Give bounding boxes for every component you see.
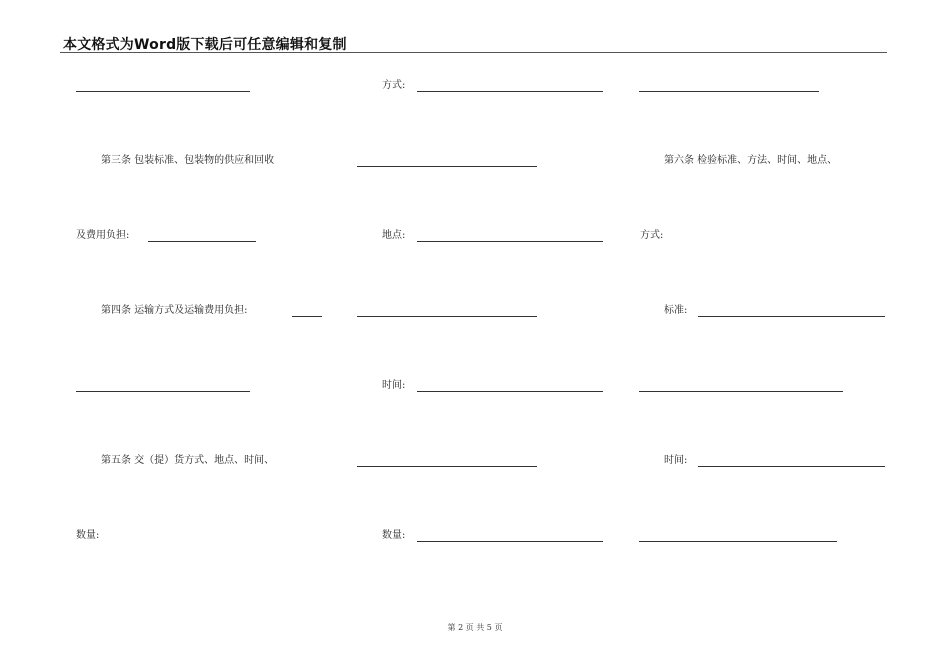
right-fill-line-1 bbox=[639, 91, 819, 92]
middle-fill-line-6 bbox=[357, 466, 537, 467]
middle-fill-line-4 bbox=[357, 316, 537, 317]
clause-4-heading: 第四条 运输方式及运输费用负担: bbox=[101, 305, 248, 316]
middle-time-line bbox=[417, 391, 603, 392]
clause-3-heading: 第三条 包装标准、包装物的供应和回收 bbox=[101, 155, 275, 166]
middle-quantity-label: 数量: bbox=[382, 530, 406, 541]
clause-5-heading: 第五条 交（提）货方式、地点、时间、 bbox=[101, 455, 275, 466]
right-standard-label: 标准: bbox=[664, 305, 688, 316]
middle-quantity-line bbox=[417, 541, 603, 542]
clause-3-fill-line bbox=[148, 241, 256, 242]
middle-time-label: 时间: bbox=[382, 380, 406, 391]
middle-method-label: 方式: bbox=[382, 80, 406, 91]
page-number-footer: 第 2 页 共 5 页 bbox=[447, 623, 503, 632]
middle-location-line bbox=[417, 241, 603, 242]
right-time-label: 时间: bbox=[664, 455, 688, 466]
right-method-label: 方式: bbox=[640, 230, 664, 241]
left-fill-line-5 bbox=[76, 391, 250, 392]
left-fill-line-1 bbox=[76, 91, 250, 92]
right-fill-line-5 bbox=[639, 391, 843, 392]
middle-method-line bbox=[417, 91, 603, 92]
right-time-line bbox=[698, 466, 885, 467]
clause-3-continuation: 及费用负担: bbox=[76, 230, 130, 241]
clause-6-heading: 第六条 检验标准、方法、时间、地点、 bbox=[664, 155, 838, 166]
middle-location-label: 地点: bbox=[382, 230, 406, 241]
middle-fill-line-2 bbox=[357, 166, 537, 167]
right-standard-line bbox=[698, 316, 885, 317]
document-header-title: 本文格式为Word版下载后可任意编辑和复制 bbox=[63, 37, 347, 53]
left-quantity-label: 数量: bbox=[76, 530, 100, 541]
right-fill-line-7 bbox=[639, 541, 837, 542]
header-divider bbox=[60, 52, 887, 53]
clause-4-fill-line bbox=[292, 316, 322, 317]
